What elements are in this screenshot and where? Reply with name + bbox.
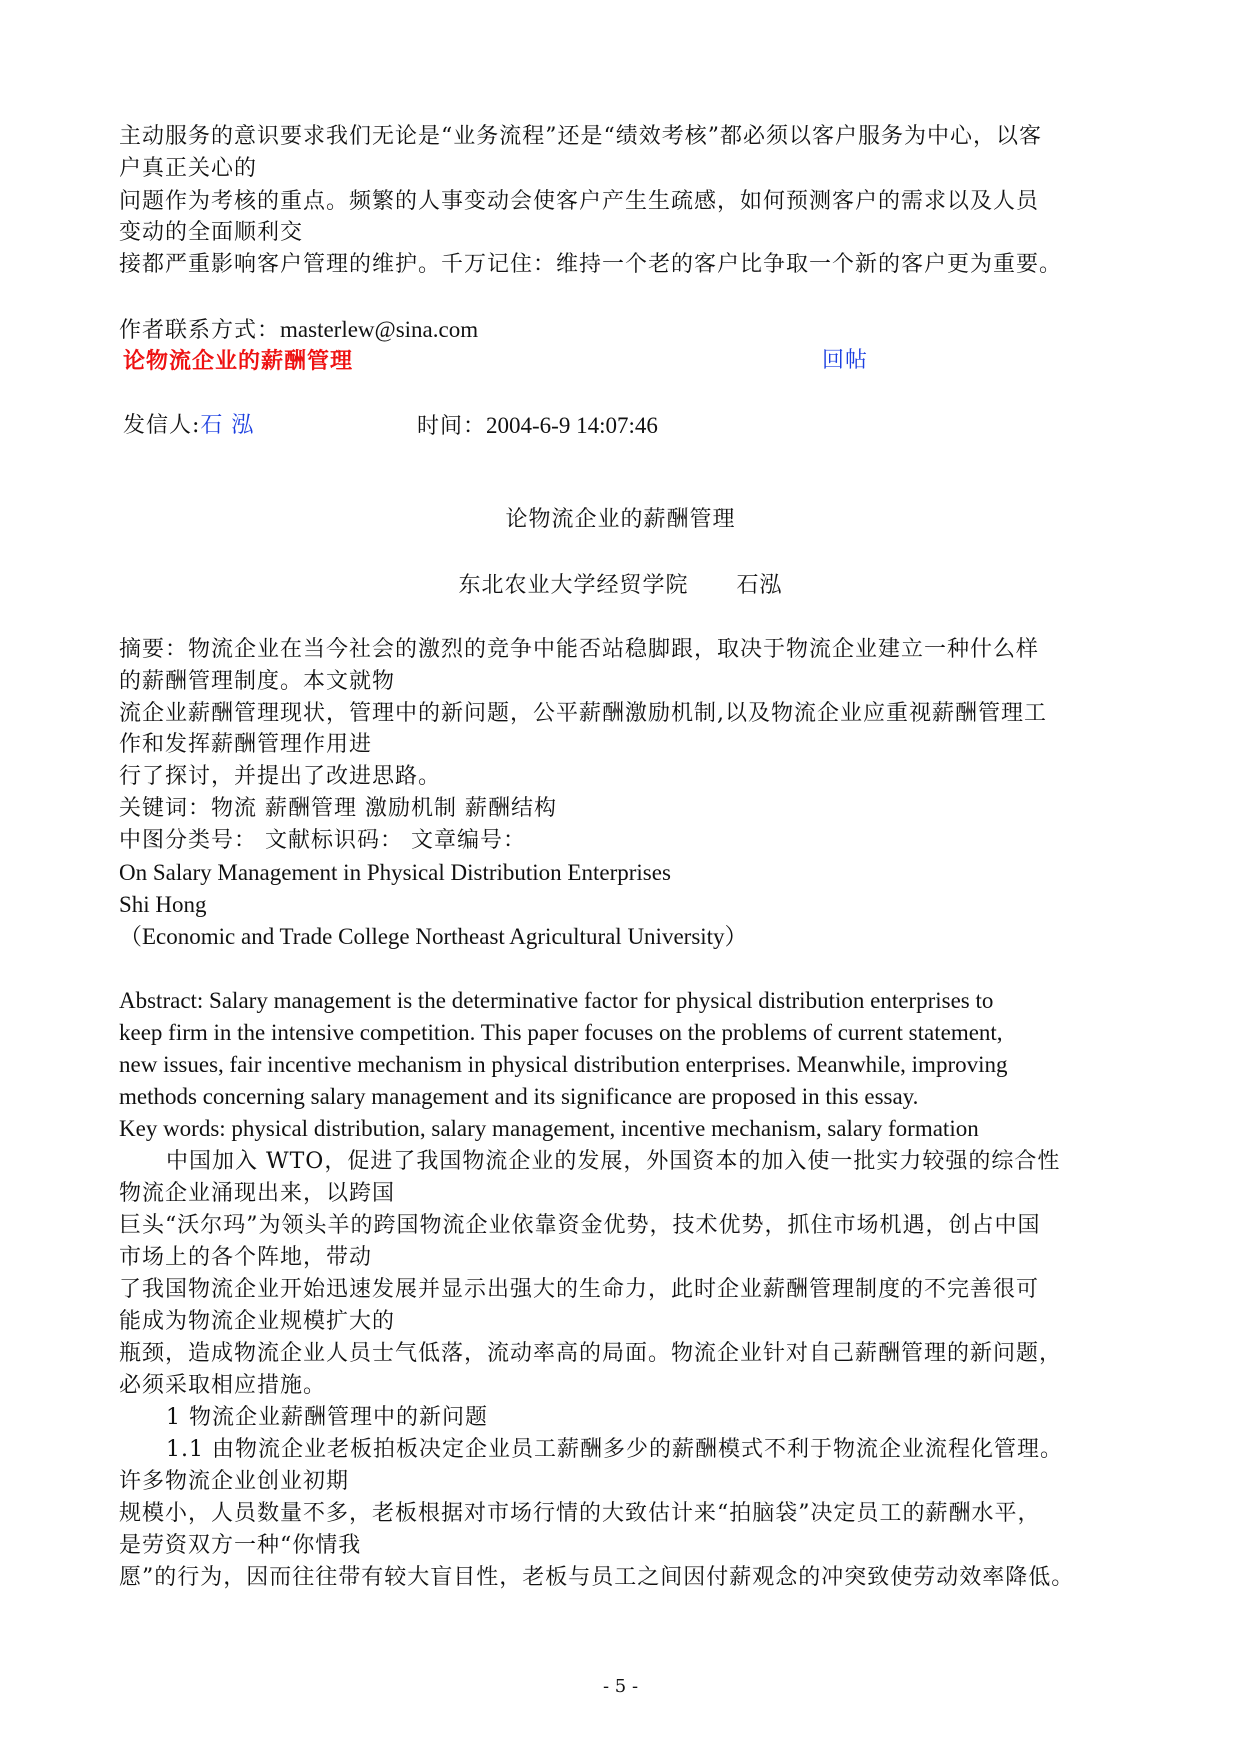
sender-label: 发信人: [123,413,201,438]
subsection-heading: 1.1 由物流企业老板拍板决定企业员工薪酬多少的薪酬模式不利于物流企业流程化管理。 [166,1437,1063,1462]
post-sender [123,412,254,440]
intro-line: 主动服务的意识要求我们无论是“业务流程”还是“绩效考核”都必须以客户服务为中心，以客 [119,124,1042,149]
body-line: 了我国物流企业开始迅速发展并显示出强大的生命力，此时企业薪酬管理制度的不完善很可 [119,1277,1040,1302]
english-abstract-line: new issues, fair incentive mechanism in physical distribution enterprises. Meanwhile, improving [119,1052,1008,1077]
paper-author: 石泓 [736,573,783,598]
english-abstract-line: keep firm in the intensive competition. This paper focuses on the problems of current statement, [119,1020,1003,1045]
intro-line: 户真正关心的 [119,156,258,181]
body-line: 是劳资双方一种“你情我 [119,1533,362,1558]
body-line: 能成为物流企业规模扩大的 [119,1309,396,1334]
section-heading: 1 物流企业薪酬管理中的新问题 [166,1405,488,1430]
body-line: 物流企业涌现出来，以跨国 [119,1181,396,1206]
post-title: 论物流企业的薪酬管理 [123,348,354,374]
classification-line: 中图分类号： 文献标识码： 文章编号： [119,828,526,853]
reply-link[interactable]: 回帖 [822,348,869,373]
body-line: 瓶颈，造成物流企业人员士气低落，流动率高的局面。物流企业针对自己薪酬管理的新问题， [119,1341,1063,1366]
body-line: 市场上的各个阵地，带动 [119,1245,373,1270]
body-line: 必须采取相应措施。 [119,1373,327,1398]
paper-byline [0,572,1241,600]
english-abstract-line: Abstract: Salary management is the determinative factor for physical distribution enterprises to [119,988,994,1013]
paper-title: 论物流企业的薪酬管理 [505,507,736,532]
post-time [417,412,658,441]
english-affiliation: （Economic and Trade College Northeast Agricultural University） [119,924,748,949]
time-value: 2004-6-9 14:07:46 [486,413,658,438]
intro-line: 接都严重影响客户管理的维护。千万记住：维持一个老的客户比争取一个新的客户更为重要。 [119,252,1063,277]
page-number: - 5 - [602,1676,639,1697]
body-line: 愿”的行为，因而往往带有较大盲目性，老板与员工之间因付薪观念的冲突致使劳动效率降低。 [119,1565,1075,1590]
contact-label: 作者联系方式： [119,318,281,343]
body-line: 规模小，人员数量不多，老板根据对市场行情的大致估计来“拍脑袋”决定员工的薪酬水平， [119,1501,1041,1526]
body-line: 中国加入 WTO，促进了我国物流企业的发展，外国资本的加入使一批实力较强的综合性 [166,1149,1061,1174]
sender-name-link[interactable]: 石 泓 [200,413,255,438]
author-contact [119,316,478,345]
time-label: 时间： [417,414,487,439]
abstract-line: 行了探讨，并提出了改进思路。 [119,764,442,789]
abstract-line: 摘要：物流企业在当今社会的激烈的竞争中能否站稳脚跟，取决于物流企业建立一种什么样 [119,637,1040,662]
paper-affiliation: 东北农业大学经贸学院 [458,573,689,598]
abstract-line: 的薪酬管理制度。本文就物 [119,669,396,694]
intro-line: 变动的全面顺利交 [119,220,304,245]
english-abstract-line: methods concerning salary management and its significance are proposed in this essay. [119,1084,919,1109]
keywords-line: 关键词：物流 薪酬管理 激励机制 薪酬结构 [119,796,557,821]
body-line: 巨头“沃尔玛”为领头羊的跨国物流企业依靠资金优势，技术优势，抓住市场机遇，创占中国 [119,1213,1041,1238]
contact-email: masterlew@sina.com [280,317,479,342]
intro-line: 问题作为考核的重点。频繁的人事变动会使客户产生生疏感，如何预测客户的需求以及人员 [119,189,1040,214]
body-line: 许多物流企业创业初期 [119,1469,350,1494]
english-author: Shi Hong [119,892,207,917]
abstract-line: 流企业薪酬管理现状，管理中的新问题，公平薪酬激励机制,以及物流企业应重视薪酬管理工 [119,701,1047,726]
english-title: On Salary Management in Physical Distribution Enterprises [119,860,671,885]
english-keywords-line: Key words: physical distribution, salary management, incentive mechanism, salary formation [119,1116,979,1141]
abstract-line: 作和发挥薪酬管理作用进 [119,732,373,757]
